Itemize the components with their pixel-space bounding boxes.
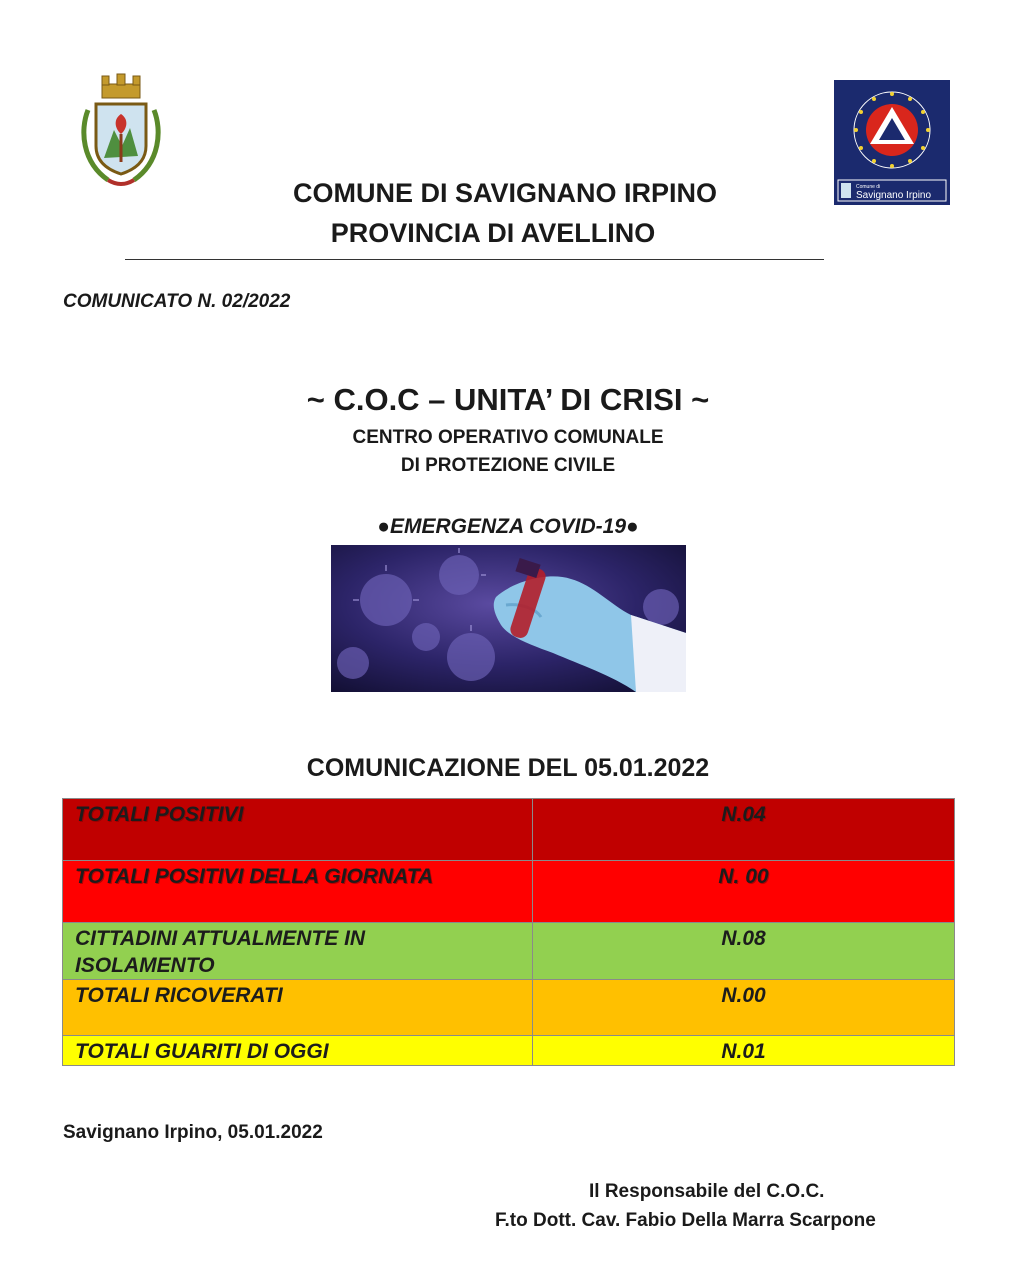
- communication-title: COMUNICAZIONE DEL 05.01.2022: [306, 754, 710, 782]
- stat-label: CITTADINI ATTUALMENTE IN ISOLAMENTO: [63, 923, 533, 980]
- communique-number: COMUNICATO N. 02/2022: [63, 291, 291, 312]
- coat-of-arms-logo: [74, 70, 168, 194]
- stat-label: TOTALI RICOVERATI: [63, 980, 533, 1036]
- coc-subtitle-line1: CENTRO OPERATIVO COMUNALE: [352, 427, 664, 448]
- coc-subtitle-line2: DI PROTEZIONE CIVILE: [400, 455, 616, 476]
- stat-label: TOTALI POSITIVI: [63, 799, 533, 861]
- emergency-label: ●EMERGENZA COVID-19●: [377, 515, 639, 538]
- stats-table: [62, 798, 955, 1066]
- logo-caption: Savignano Irpino: [856, 190, 932, 201]
- stat-value: N.01: [533, 1036, 955, 1066]
- stat-label: TOTALI POSITIVI DELLA GIORNATA: [63, 861, 533, 923]
- table-row: [63, 923, 955, 980]
- table-row: [63, 1036, 955, 1066]
- crown-icon: [102, 74, 140, 98]
- covid-test-tube-image: [331, 545, 686, 692]
- signature-role: Il Responsabile del C.O.C.: [589, 1181, 825, 1202]
- stat-label: TOTALI GUARITI DI OGGI: [63, 1036, 533, 1066]
- stat-value: N. 00: [533, 861, 955, 923]
- logo-caption-top: Comune di: [856, 184, 881, 190]
- stat-value: N.04: [533, 799, 955, 861]
- coc-title: ~ C.O.C – UNITA’ DI CRISI ~: [306, 382, 710, 417]
- stat-value: N.00: [533, 980, 955, 1036]
- stat-value: N.08: [533, 923, 955, 980]
- signature-name: F.to Dott. Cav. Fabio Della Marra Scarpone: [495, 1210, 876, 1231]
- place-and-date: Savignano Irpino, 05.01.2022: [63, 1122, 323, 1143]
- table-row: [63, 980, 955, 1036]
- province-name: PROVINCIA DI AVELLINO: [330, 218, 656, 248]
- table-row: [63, 861, 955, 923]
- header-divider: [125, 259, 824, 260]
- municipality-name: COMUNE DI SAVIGNANO IRPINO: [292, 178, 718, 208]
- table-row: [63, 799, 955, 861]
